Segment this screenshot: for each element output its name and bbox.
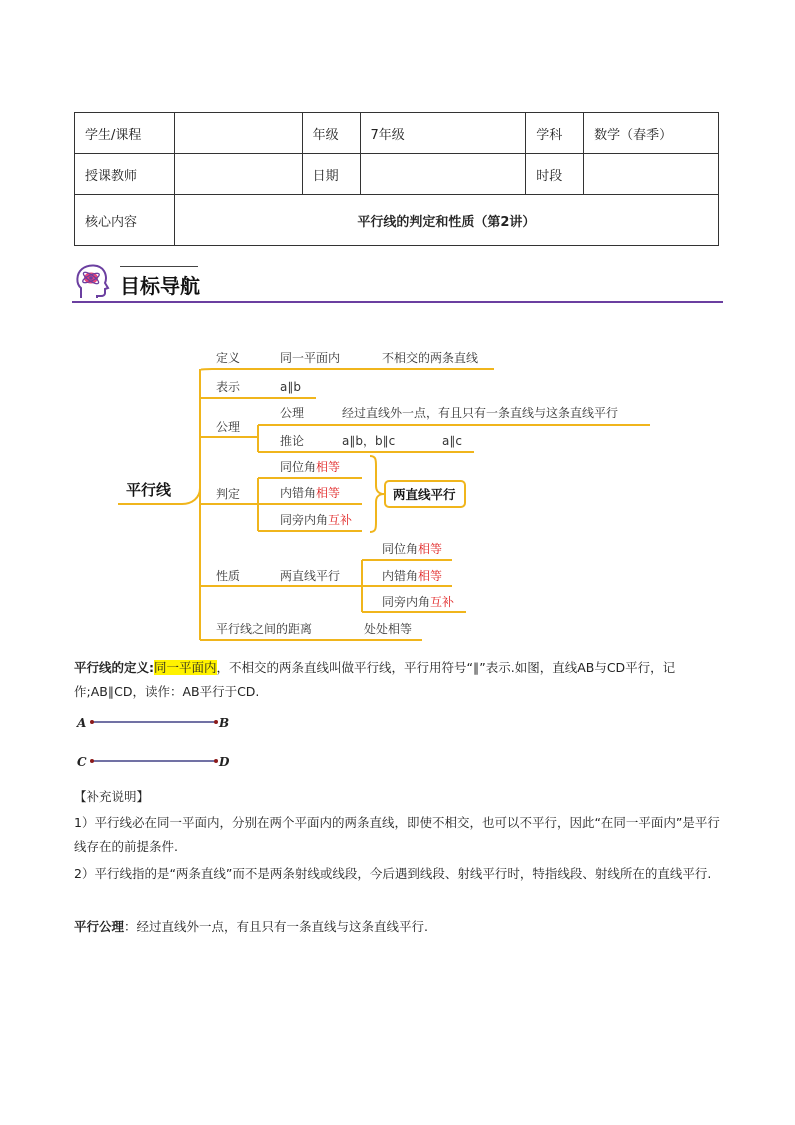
mm-properties-item-3: 同旁内角互补 xyxy=(382,595,455,609)
grade-label: 年级 xyxy=(302,113,360,154)
mm-properties-premise: 两直线平行 xyxy=(280,569,341,583)
core-label: 核心内容 xyxy=(75,195,175,246)
mm-axiom-text: 经过直线外一点，有且只有一条直线与这条直线平行 xyxy=(342,406,619,420)
mm-criteria-item-1: 同位角相等 xyxy=(280,460,341,474)
mm-corollary-result: a∥c xyxy=(442,434,462,448)
definition-paragraph xyxy=(74,656,724,704)
definition-highlight: 同一平面内 xyxy=(154,660,217,675)
mm-corollary-label: 推论 xyxy=(280,434,305,448)
supplement-item-2: 2）平行线指的是“两条直线”而不是两条射线或线段，今后遇到线段、射线平行时，特指线段、射线所在的直线平行. xyxy=(74,866,712,881)
mm-properties-item-2: 内错角相等 xyxy=(382,569,443,583)
point-d-label: D xyxy=(219,755,230,769)
grade-value: 7年级 xyxy=(360,113,526,154)
mm-criteria-item-3: 同旁内角互补 xyxy=(280,513,353,527)
core-value: 平行线的判定和性质（第2讲） xyxy=(174,195,718,246)
mm-definition-part1: 同一平面内 xyxy=(280,351,341,365)
mm-definition-label: 定义 xyxy=(216,351,241,365)
mm-root: 平行线 xyxy=(126,481,172,499)
mm-criteria-result: 两直线平行 xyxy=(393,487,456,502)
subject-value: 数学（春季） xyxy=(584,113,719,154)
definition-text: ，不相交的两条直线叫做平行线，平行用符号“∥”表示.如图，直线AB与CD平行，记作;AB∥CD，读作：AB平行于CD. xyxy=(74,660,676,699)
subject-label: 学科 xyxy=(526,113,584,154)
mm-notation-value: a∥b xyxy=(280,380,301,394)
parallel-lines-figure xyxy=(74,712,234,774)
axiom-title: 平行公理 xyxy=(74,919,125,934)
supplement-item-1: 1）平行线必在同一平面内，分别在两个平面内的两条直线，即使不相交，也可以不平行，因此“在同一平面内”是平行线存在的前提条件. xyxy=(74,815,720,854)
point-b-label: B xyxy=(219,716,230,730)
mm-notation-label: 表示 xyxy=(216,380,241,394)
mm-criteria-item-2: 内错角相等 xyxy=(280,486,341,500)
axiom-paragraph xyxy=(74,915,724,939)
mm-properties-label: 性质 xyxy=(216,569,241,583)
mm-corollary-premise: a∥b，b∥c xyxy=(342,434,396,448)
point-a-label: A xyxy=(77,716,87,730)
mm-properties-item-1: 同位角相等 xyxy=(382,542,443,556)
mm-distance-label: 平行线之间的距离 xyxy=(216,622,313,636)
section-title: 目标导航 xyxy=(120,274,200,298)
mm-axiom-sublabel: 公理 xyxy=(280,406,305,420)
teacher-label: 授课教师 xyxy=(75,154,175,195)
definition-title: 平行线的定义: xyxy=(74,660,154,675)
mm-axiom-label: 公理 xyxy=(216,420,241,434)
axiom-text: ：经过直线外一点，有且只有一条直线与这条直线平行. xyxy=(124,919,428,934)
period-label: 时段 xyxy=(526,154,584,195)
mm-criteria-label: 判定 xyxy=(216,487,241,501)
point-c-label: C xyxy=(77,755,87,769)
date-label: 日期 xyxy=(302,154,360,195)
supplement-heading: 【补充说明】 xyxy=(74,789,150,804)
mm-definition-part2: 不相交的两条直线 xyxy=(382,351,479,365)
student-label: 学生/课程 xyxy=(75,113,175,154)
mm-distance-value: 处处相等 xyxy=(364,622,413,636)
